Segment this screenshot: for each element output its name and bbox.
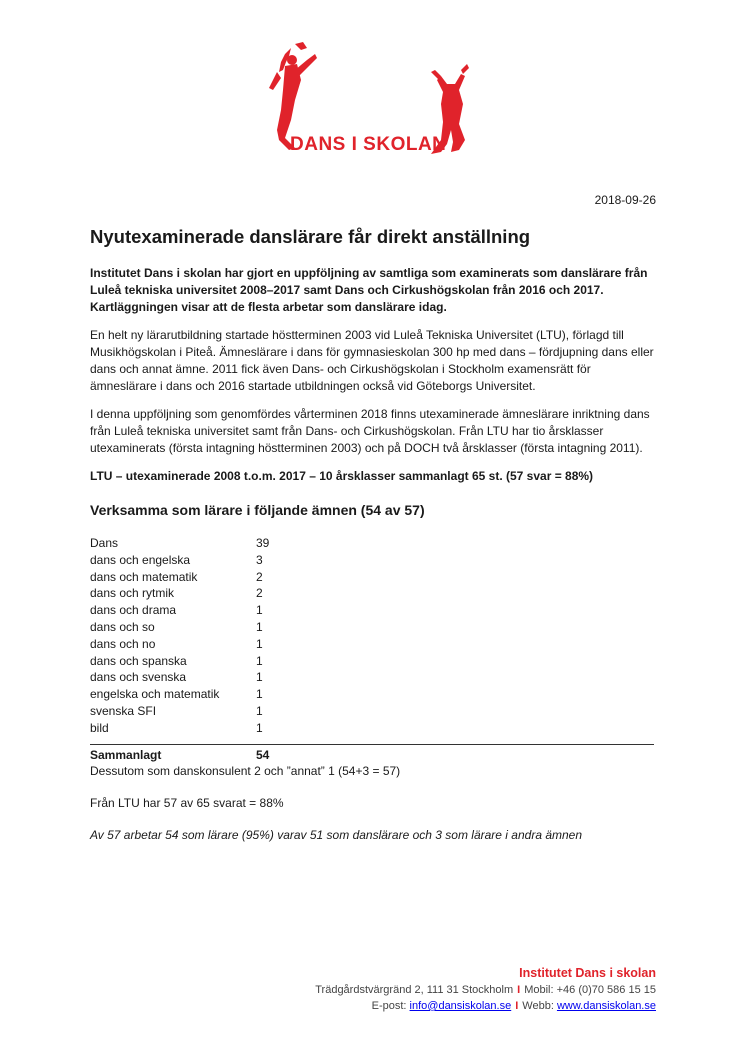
subject-name: bild — [90, 720, 109, 735]
table-row — [90, 585, 656, 602]
subject-name: dans och engelska — [90, 552, 191, 567]
table-row — [90, 552, 656, 569]
website-link[interactable]: www.dansiskolan.se — [556, 1000, 656, 1012]
ltu-summary-heading: LTU – utexaminerade 2008 t.o.m. 2017 – 10 årsklasser sammanlagt 65 st. (57 svar = 88%) — [90, 469, 594, 483]
main-content — [90, 226, 656, 855]
logo-wordmark: DANS I SKOLAN — [290, 134, 447, 155]
subject-count: 1 — [256, 703, 263, 718]
extra-note: Dessutom som danskonsulent 2 och ”annat” 1 (54+3 = 57) — [90, 764, 401, 779]
subject-count: 1 — [256, 720, 263, 735]
subject-count: 3 — [256, 552, 263, 567]
table-row — [90, 703, 656, 720]
table-row — [90, 619, 656, 636]
footer-address: Trädgårdstvärgränd 2, 111 31 Stockholm — [315, 984, 514, 996]
response-note: Från LTU har 57 av 65 svarat = 88% — [90, 796, 284, 811]
table-row — [90, 569, 656, 586]
footer-web-label: Webb: — [522, 1000, 554, 1012]
subject-count: 1 — [256, 636, 263, 651]
subject-name: Dans — [90, 536, 119, 550]
subject-count: 1 — [256, 653, 263, 668]
subject-count: 2 — [256, 569, 263, 584]
subject-name: dans och spanska — [90, 653, 187, 668]
section-heading: Verksamma som lärare i följande ämnen (54 av 57) — [90, 502, 425, 518]
email-link[interactable]: info@dansiskolan.se — [409, 1000, 512, 1012]
subject-count: 39 — [256, 536, 270, 550]
subjects-table — [90, 535, 656, 763]
footer-contact-line — [315, 998, 656, 1014]
document-date: 2018-09-26 — [594, 193, 656, 207]
table-row — [90, 535, 656, 552]
total-label: Sammanlagt — [90, 747, 162, 762]
footer-email-label: E-post: — [371, 1000, 407, 1012]
subject-name: dans och so — [90, 619, 155, 634]
footer-org-name: Institutet Dans i skolan — [519, 966, 656, 980]
footer-mobile: Mobil: +46 (0)70 586 15 15 — [524, 984, 656, 996]
lead-paragraph: Institutet Dans i skolan har gjort en uppföljning av samtliga som examinerats som danslärare från Luleå tekniska universitet 2008–2017 samt Dans och Cirkushögskolan från 2016 och 2017. Kartläggningen visar att de flesta arbetar som danslärare idag. — [90, 266, 648, 314]
table-row — [90, 669, 656, 686]
subject-name: dans och svenska — [90, 670, 187, 685]
subject-count: 1 — [256, 619, 263, 634]
subject-count: 1 — [256, 603, 263, 618]
table-row — [90, 602, 656, 619]
conclusion-note: Av 57 arbetar 54 som lärare (95%) varav 51 som danslärare och 3 som lärare i andra ämnen — [90, 828, 583, 843]
footer-address-line — [315, 982, 656, 998]
total-row — [90, 747, 656, 764]
subject-count: 1 — [256, 687, 263, 702]
table-row — [90, 653, 656, 670]
footer-separator: I — [515, 1000, 519, 1012]
subject-name: svenska SFI — [90, 703, 157, 718]
subject-count: 1 — [256, 670, 263, 685]
body-paragraph-2: I denna uppföljning som genomfördes vårterminen 2018 finns utexaminerade ämneslärare inriktning dans från Luleå tekniska universitet samt från Dans- och Cirkushögskolan. Från LTU har tio årsklasser utexaminerats (första intagning höstterminen 2003) och på DOCH två årsklasser (första intagning 2011). — [90, 407, 650, 455]
table-divider — [90, 744, 654, 745]
subject-count: 2 — [256, 586, 263, 601]
subject-name: dans och no — [90, 636, 156, 651]
subject-name: dans och rytmik — [90, 586, 175, 601]
contact-footer — [315, 964, 656, 1014]
table-row — [90, 636, 656, 653]
footer-separator: I — [517, 984, 521, 996]
table-row — [90, 686, 656, 703]
body-paragraph-1: En helt ny lärarutbildning startade höstterminen 2003 vid Luleå Tekniska Universitet (LTU), förlagd till Musikhögskolan i Piteå. Ämneslärare i dans för gymnasieskolan 300 hp med dans – fördjupning dans eller dans och annat ämne. 2011 fick även Dans- och Cirkushögskolan i Stockholm examensrätt för ämneslärare i dans och 2016 startade utbildningen också vid Göteborgs Universitet. — [90, 328, 654, 393]
page-title: Nyutexaminerade danslärare får direkt anställning — [90, 226, 531, 247]
total-value: 54 — [256, 747, 270, 762]
subject-name: dans och matematik — [90, 569, 198, 584]
table-row — [90, 720, 656, 737]
subject-name: engelska och matematik — [90, 687, 220, 702]
subject-name: dans och drama — [90, 603, 177, 618]
